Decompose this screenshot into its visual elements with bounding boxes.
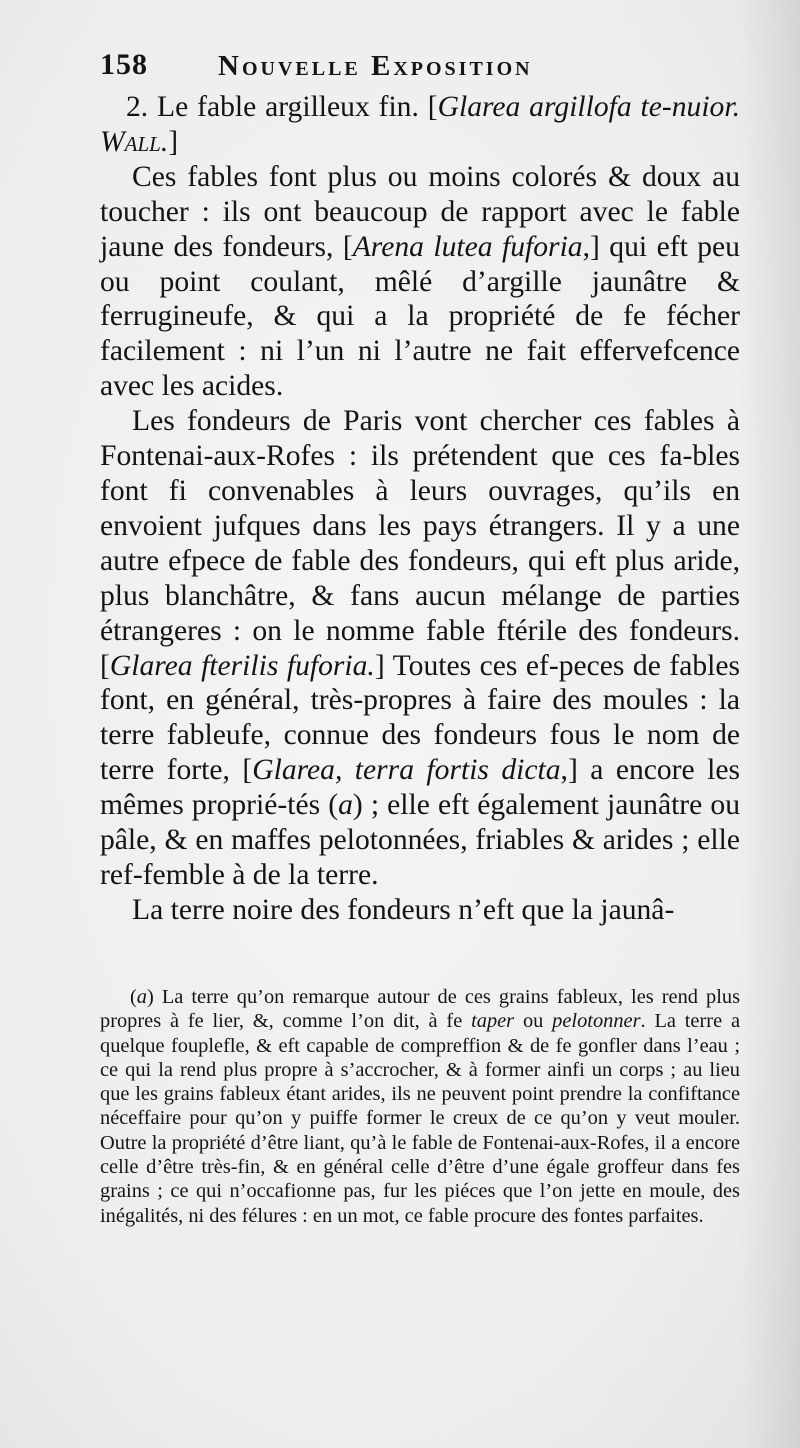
text-span: Ces fables font plus ou moins colorés & doux au toucher : ils ont beaucoup de rapport avec le fable jaune des fondeurs, [ xyxy=(100,160,740,263)
paragraph-2 xyxy=(100,160,740,404)
page-number: 158 xyxy=(100,48,148,81)
text-span: ) La terre qu’on remarque autour de ces grains fableux, les rend plus propres à fe lier, &, comme l’on dit, à fe xyxy=(100,986,740,1033)
text-span: ou xyxy=(514,1010,553,1033)
text-span: ] Toutes ces ef-peces de fables font, en général, très-propres à faire des moules : la terre fableufe, connue des fondeurs fous le nom de terre forte, [ xyxy=(100,649,740,787)
footnote xyxy=(100,985,740,1228)
footnote-text xyxy=(100,985,740,1228)
running-title: Nouvelle Exposition xyxy=(218,50,533,82)
text-span: ) ; elle eft également jaunâtre ou pâle, & en maffes pelotonnées, friables & arides ; elle ref-femble à de la terre. xyxy=(100,789,740,891)
text-span: . La terre a quelque fouplefle, & eft capable de compreffion & de fe gonfler dans l’eau ; ce qui la rend plus propre à s’accrocher, & à former ainfi un corps ; au lieu que les grains fableux étant arides, ils ne peuvent point prendre la confiftance néceffaire pour qu’on y puiffe former le creux de ce qu’on y veut mouler. Outre la propriété d’être liant, qu’à le fable de Fontenai-aux-Rofes, il a encore celle d’être très-fin, & en général celle d’être d’une égale groffeur dans fes grains ; ce qui n’occafionne pas, fur les piéces que l’on jette en moule, des inégalités, ni des félures : en un mot, ce fable procure des fontes parfaites. xyxy=(100,1010,740,1227)
author-abbrev: Wall. xyxy=(100,125,169,158)
paragraph-1 xyxy=(100,90,740,160)
text-span: ] xyxy=(168,125,179,158)
text-span: 2. Le fable argilleux fin. [ xyxy=(126,91,438,123)
latin-name: Glarea fterilis fuforia. xyxy=(109,649,375,682)
text-span: ,] a encore les mêmes proprié-tés ( xyxy=(100,754,740,822)
text-span: La terre noire des fondeurs n’eft que la jaunâ- xyxy=(132,893,675,926)
italic-term: taper xyxy=(471,1010,515,1033)
page-edge-shadow xyxy=(740,0,800,1448)
page-header xyxy=(100,48,740,92)
main-text xyxy=(100,90,740,928)
text-span: Les fondeurs de Paris vont chercher ces fables à Fontenai-aux-Rofes : ils prétendent que ces fa-bles font fi convenables à leurs ouvrages, qu’ils en envoient jufques dans les pays étrangers. Il y a une autre efpece de fable des fondeurs, qui eft plus aride, plus blanchâtre, & fans aucun mélange de parties étrangeres : on le nomme fable ftérile des fondeurs. [ xyxy=(100,405,740,682)
text-span: ,] qui eft peu ou point coulant, mêlé d’argille jaunâtre & ferrugineufe, & qui a la propriété de fe fécher facilement : ni l’un ni l’autre ne fait effervefcence avec les acides. xyxy=(100,230,740,403)
text-span: ( xyxy=(130,986,137,1008)
footnote-ref: a xyxy=(338,789,353,822)
latin-name: Arena lutea fuforia xyxy=(352,230,583,263)
latin-name: Glarea argillofa te-nuior. xyxy=(437,91,740,123)
footnote-marker: a xyxy=(136,986,147,1008)
paragraph-3 xyxy=(100,404,740,893)
latin-name: Glarea, terra fortis dicta xyxy=(252,754,561,787)
italic-term: pelotonner xyxy=(552,1010,641,1033)
paragraph-4 xyxy=(100,893,740,928)
